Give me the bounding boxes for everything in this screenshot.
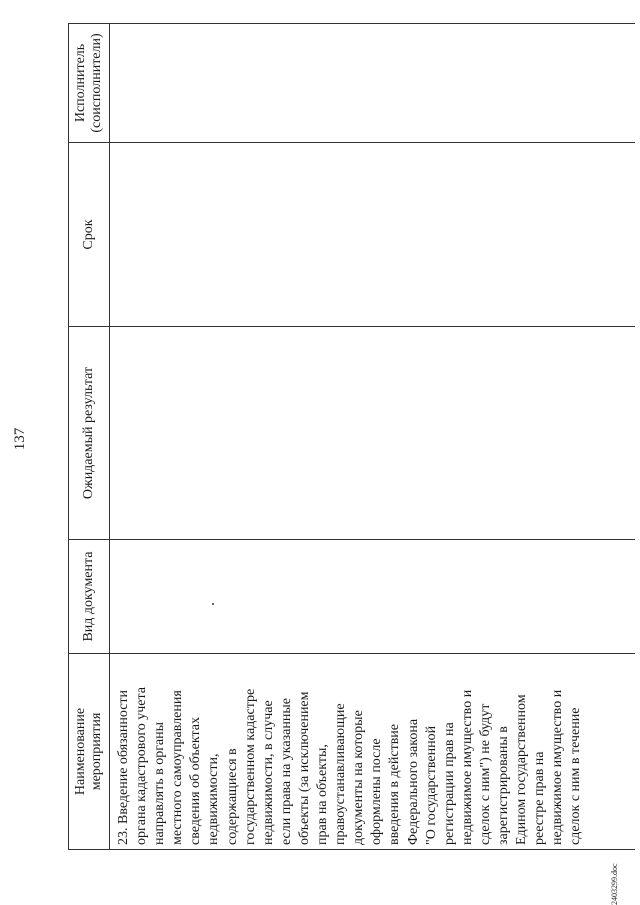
cell-term [110,143,636,327]
scan-speck [212,603,214,605]
header-expected-result: Ожидаемый результат [69,327,110,540]
footer-doc-id: 2403299.doc [610,863,619,905]
header-doc-type: Вид документа [69,540,110,654]
header-executor-line1: Исполнитель [73,43,88,123]
header-name-line2: мероприятия [89,712,104,791]
measure-line: Едином государственном [514,694,530,845]
measure-line: документы на которые [351,710,367,845]
measure-line: если права на указанные [278,698,294,845]
cell-expected-result [110,327,636,540]
measure-line: правоустанавливающие [333,703,349,845]
cell-doc-type [110,540,636,654]
measure-line: недвижимости, [206,753,222,845]
measure-line: недвижимое имущество и [459,689,475,845]
header-term: Срок [69,143,110,327]
table-header-row [69,24,110,850]
measure-line: сделок с ним") не будут [477,703,493,845]
measure-text [110,654,585,849]
measure-line: Федерального закона [405,718,421,845]
header-executor-line2: (соисполнители) [89,33,104,133]
measures-table [68,23,635,850]
measure-line: органа кадастрового учета [134,687,150,845]
measure-line: направлять в органы [152,721,168,845]
measure-line: местного самоуправления [170,690,186,845]
measure-line: введения в действие [387,723,403,845]
measure-line: сведения об объектах [188,716,204,845]
measure-line: недвижимости, в случае [260,700,276,845]
measure-line: зарегистрированы в [495,726,511,845]
measure-line: 23. Введение обязанности [116,689,131,845]
measure-line: государственном кадастре [242,688,258,845]
measure-line: сделок с ним в течение [568,707,584,845]
header-name-line1: Наименование [73,707,88,796]
measure-line: оформлены после [369,738,385,845]
measure-line: содержащиеся в [224,748,240,845]
measure-line: объекты (за исключением [296,691,312,845]
measure-line: "О государственной [423,725,439,845]
page-number: 137 [12,427,28,451]
header-name [69,654,110,850]
measure-line: недвижимое имущество и [550,689,566,845]
measure-line: реестре прав на [532,751,548,845]
cell-executor [110,24,636,143]
cell-measure-name [110,654,636,850]
measure-line: прав на объекты, [315,744,331,845]
header-executor [69,24,110,143]
table-row [110,24,636,850]
measure-line: регистрации прав на [441,722,457,845]
